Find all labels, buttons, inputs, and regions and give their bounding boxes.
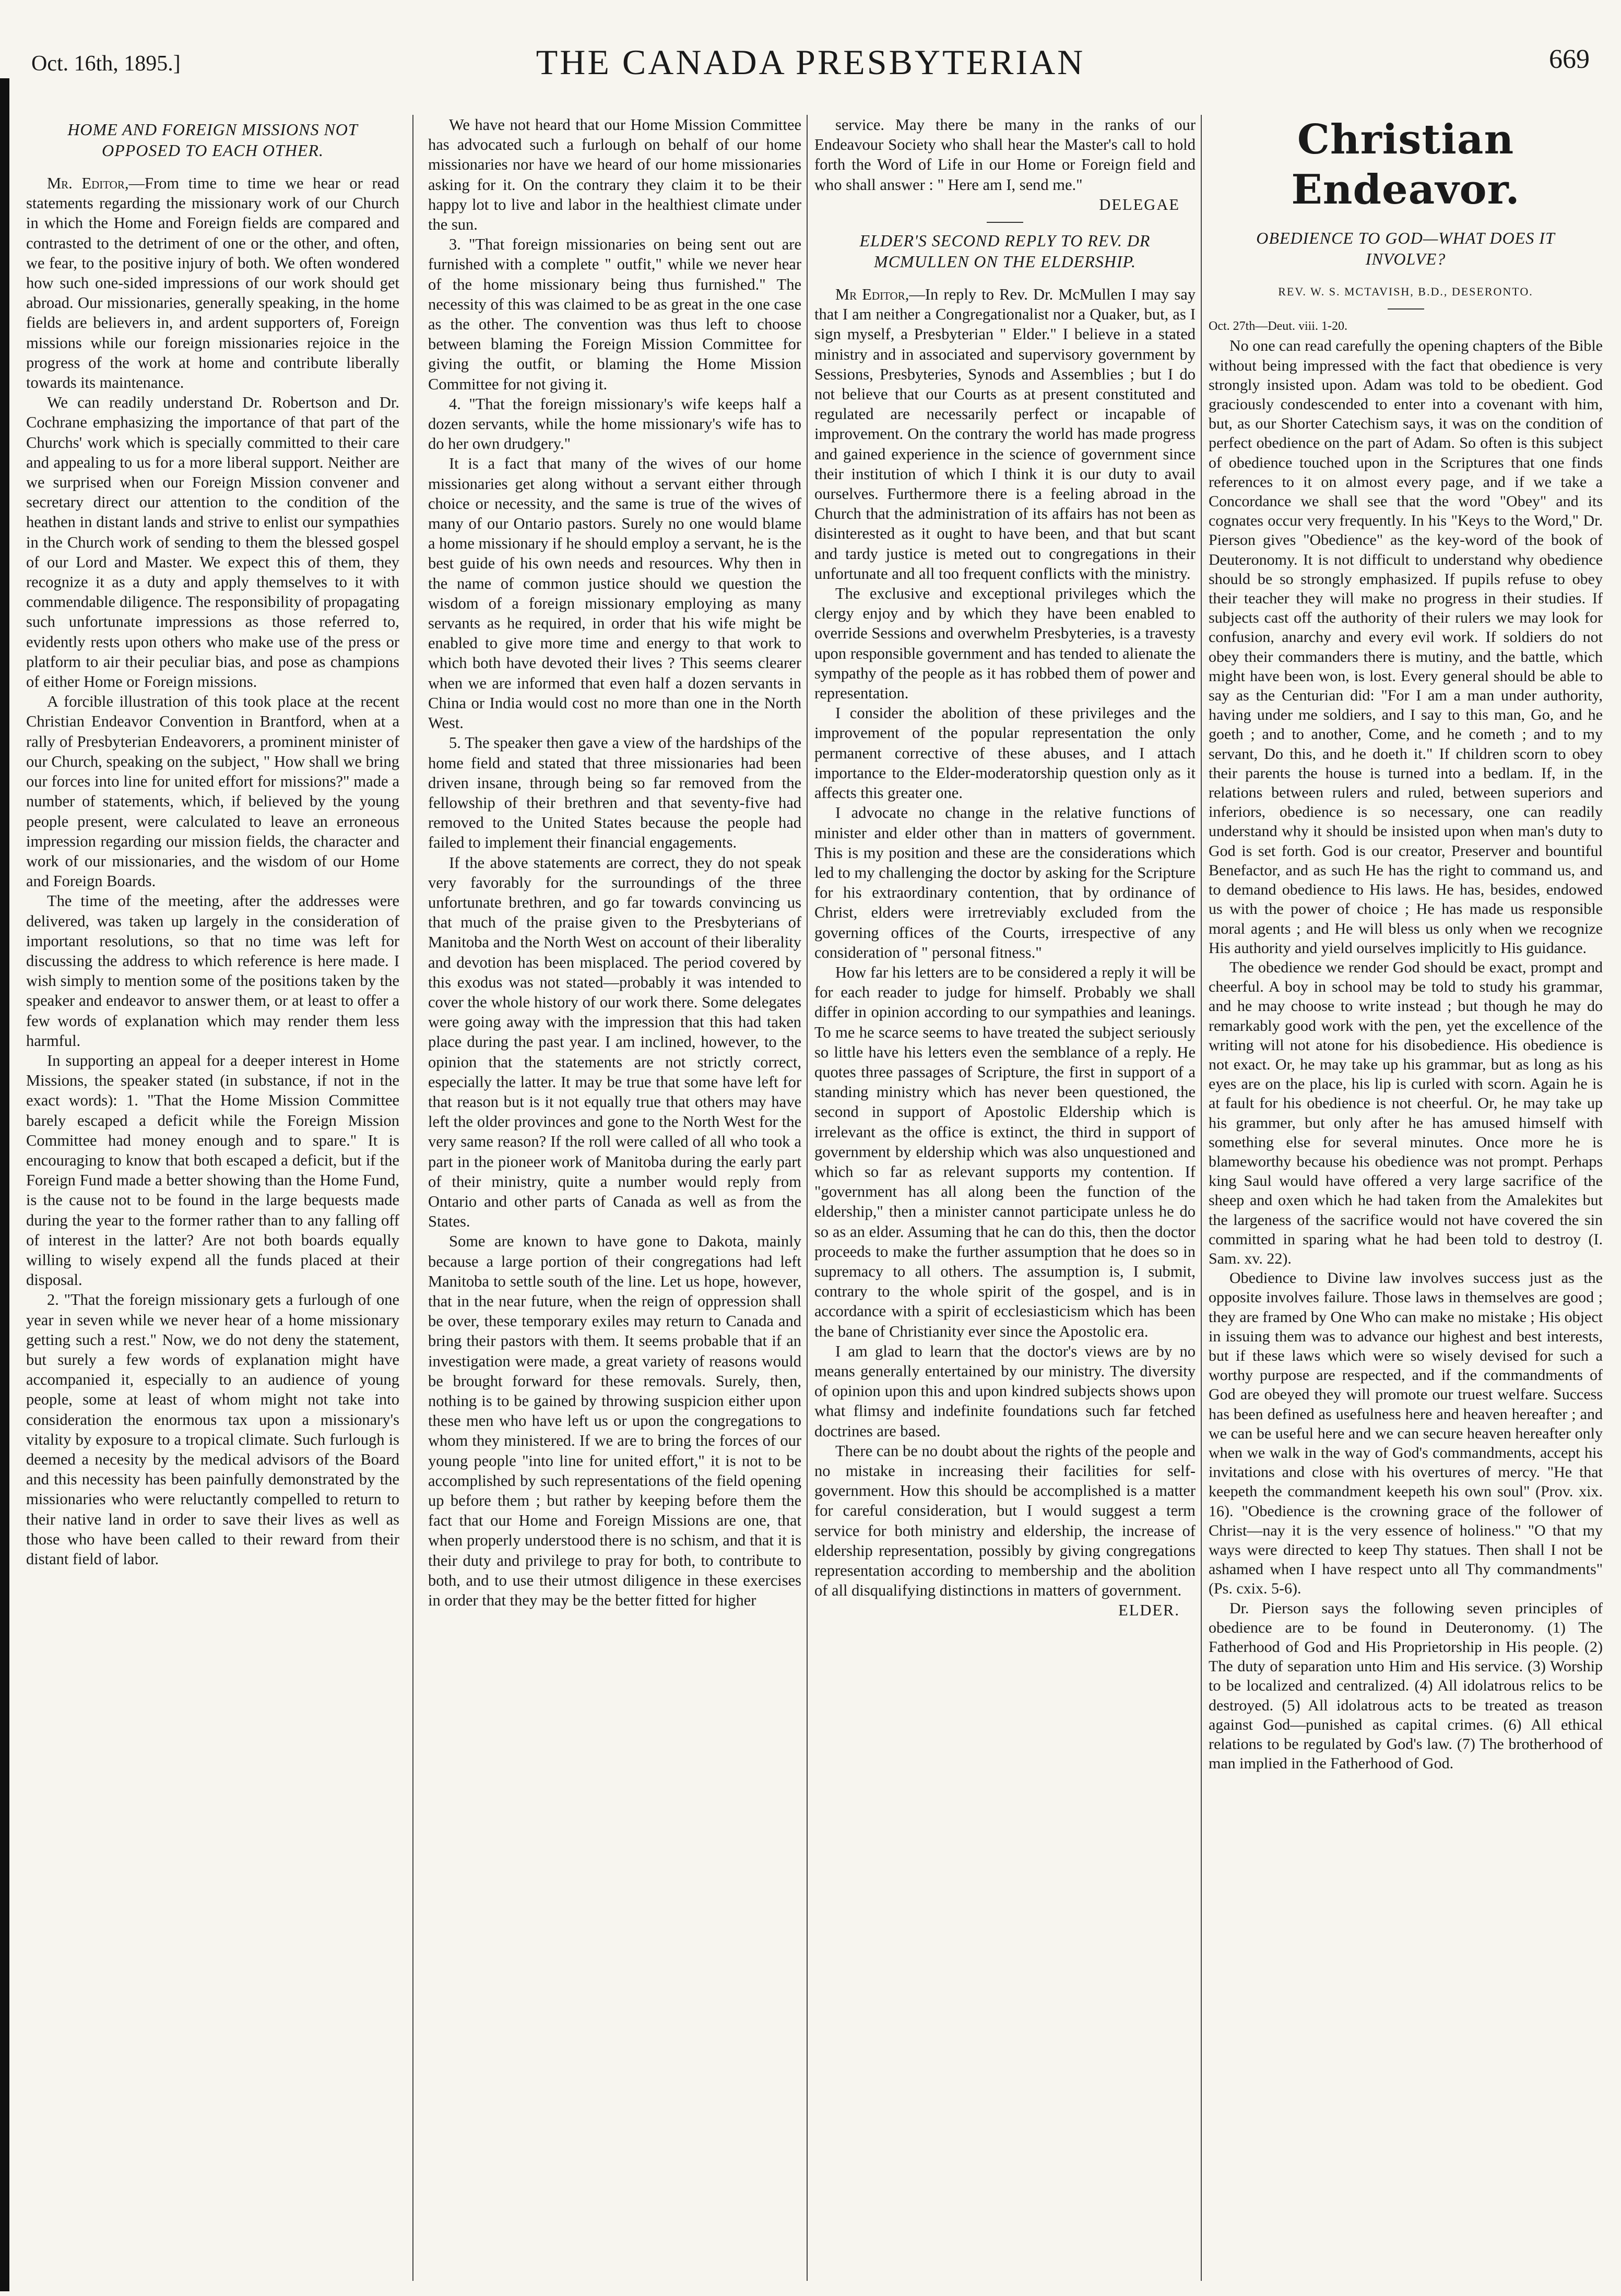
article-paragraph: 2. "That the foreign missionary gets a furlough of one year in seven while we never hear of a home missionary getting such a rest." Now, we do not deny the statement, but surely a few words of explanation might have accompanied it, especially to an audience of young people, some at least of whom might not take into consideration the enormous tax upon a missionary's vitality by exposure to a tropical climate. Such furlough is deemed a necesity by the medical advisors of the Board and this necessity has been painfully demonstrated by the missionaries who were reluctantly compelled to return to their native land in order to save their lives as well as those who have been called to their reward from their distant field of labor. [26,1291,399,1568]
page-number: 669 [1549,44,1590,74]
signature: ELDER. [1118,1601,1180,1620]
divider [987,222,1023,223]
article-paragraph: It is a fact that many of the wives of our home missionaries get along without a servant either through choice or necessity, and the same is true of the wives of many of our Ontario pastors. Surely no one would blame a home missionary if he should employ a servant, he is the best guide of his own needs and resources. Why then in the name of common justice should we question the wisdom of a foreign missionary employing as many servants as he required, in order that his wife might be enabled to give more time and energy to that work to which both have devoted their lives ? This seems clearer when we are informed that even half a dozen servants in China or India would cost no more than one in the North West. [428,455,801,732]
article-paragraph: The time of the meeting, after the addresses were delivered, was taken up largely in the consideration of important resolutions, so that no time was left for discussing the address to which reference is here made. I wish simply to mention some of the positions taken by the speaker and endeavor to answer them, or at least to offer a few words of explanation which may render them less harmful. [26,892,399,1050]
column-1 [26,115,399,2281]
column-rule [412,115,413,2281]
article-paragraph: There can be no doubt about the rights of the people and no mistake in increasing their facilities for self-government. How this should be accomplished is a matter for careful consideration, but I would suggest a term service for both ministry and eldership, the increase of eldership representation, possibly by giving congregations representation according to membership and the abolition of all disqualifying distinctions in matters of government. [814,1442,1196,1600]
column-2 [428,115,801,2281]
salutation: Mr. Editor, [47,174,129,192]
page-header [31,42,1590,99]
column-4 [1209,115,1603,2281]
article-paragraph: I consider the abolition of these privileges and the improvement of the popular representation the only permanent corrective of these abuses, and I attach importance to the Elder-moderatorship question only as it affects this greater one. [814,704,1196,802]
article-paragraph: Obedience to Divine law involves success just as the opposite involves failure. Those laws in themselves are good ; they are framed by One Who can make no mistake ; His object in issuing them was to advance our highest and best interests, but if these laws which were so wisely devised for such a worthy purpose are respected, and if the commandments of God are obeyed they will promote our truest welfare. Success has been defined as usefulness here and heaven hereafter ; and we can be useful here and we can secure heaven hereafter only when we walk in the way of God's commandments, accept his invitations and close with his overtures of mercy. "He that keepeth the commandment keepeth his own soul" (Prov. xix. 16). "Obedience is the crowning grace of the follower of Christ—nay it is the very essence of holiness." "O that my ways were directed to keep Thy statues. Then shall I not be ashamed when I have respect unto all Thy commandments" (Ps. cxix. 5-6). [1209,1269,1603,1598]
article-paragraph: Mr Editor,—In reply to Rev. Dr. McMullen I may say that I am neither a Congregationalist nor a Quaker, but, as I sign myself, a Presbyterian " Elder." I believe in a stated ministry and in associated and supervisory government by Sessions, Presbyteries, Synods and Assemblies ; but I do not believe that our Courts as at present constituted and regulated are necessarily perfect or incapable of improvement. On the contrary the world has made progress and gained experience in the science of government since their institution of which I think it is our duty to avail ourselves. Furthermore there is a feeling abroad in the Church that the administration of its affairs has not been as disinterested as it ought to have been, and that but scant and tardy justice is meted out to congregations in their unfortunate and all too frequent conflicts with the ministry. [814,285,1196,582]
signature: DELEGAE [1099,195,1180,213]
column-rule [807,115,808,2281]
article-title: HOME AND FOREIGN MISSIONS NOT OPPOSED TO EACH OTHER. [67,120,358,160]
salutation: Mr Editor, [835,285,909,304]
article-paragraph: I advocate no change in the relative functions of minister and elder other than in matters of government. This is my position and these are the considerations which led to my challenging the doctor by asking for the Scripture for his extraordinary contention, that by ordinance of Christ, elders were irretreviably excluded from the governing offices of the Courts, irrespective of any consideration of " personal fitness." [814,804,1196,961]
article-paragraph: Mr. Editor,—From time to time we hear or read statements regarding the missionary work of our Church in which the Home and Foreign fields are compared and contrasted to the detriment of one or the other, and often, we fear, to the positive injury of both. We often wondered how such one-sided impressions of our work should get abroad. Our missionaries, generally speaking, in the home fields are believers in, and ardent supporters of, Foreign missions while our foreign missionaries rejoice in the progress of the work at home and contribute liberally towards its maintenance. [26,174,399,392]
article-paragraph: 3. "That foreign missionaries on being sent out are furnished with a complete " outfit," while we never hear of the home missionary being thus furnished." The necessity of this was claimed to be as great in the one case as the other. The convention was thus left to choose between blaming the Foreign Mission Committee for giving the outfit, or blaming the Home Mission Committee for not giving it. [428,235,801,393]
column-3 [814,115,1196,2281]
article-paragraph: I am glad to learn that the doctor's views are by no means generally entertained by our ministry. The diversity of opinion upon this and upon kindred subjects shows upon what flimsy and indefinite foundations such far fetched doctrines are based. [814,1342,1196,1440]
article-paragraph: service. May there be many in the ranks of our Endeavour Society who shall hear the Master's call to hold forth the Word of Life in our Home or Foreign field and who shall answer : " Here am I, send me." [814,116,1196,194]
article-paragraph: A forcible illustration of this took place at the recent Christian Endeavor Convention in Brantford, when at a rally of Presbyterian Endeavorers, a prominent minister of our Church, speaking on the subject, " How shall we bring our forces into line for united effort for missions?" made a number of statements, which, if believed by the young people present, were calculated to leave an erroneous impression regarding our mission fields, the character and work of our missionaries, and the wisdom of our Home and Foreign Boards. [26,693,399,890]
article-paragraph: The obedience we render God should be exact, prompt and cheerful. A boy in school may be told to study his grammar, and he may choose to write instead ; but though he may do remarkably good work with the pen, yet the excellence of the writing will not atone for his disobedience. His obedience is not exact. Or, he may take up his grammar, but as long as his eyes are on the place, his lip is curled with scorn. Again he is at fault for his obedience is not cheerful. Or, he may take up his grammer, but only after he has amused himself with something else for several minutes. Once more he is blameworthy because his obedience was not prompt. Perhaps king Saul would have offered a very large sacrifice of the sheep and oxen which he had taken from the Amalekites but the largeness of the sacrifice would not have covered the sin committed in sparing what he had been told to destroy (I. Sam. xv. 22). [1209,958,1603,1267]
issue-date: Oct. 16th, 1895.] [31,52,181,76]
article-paragraph: The exclusive and exceptional privileges which the clergy enjoy and by which they have been enabled to override Sessions and overwhelm Presbyteries, is a travesty upon responsible government and has tended to alienate the sympathy of the people as it has robbed them of power and representation. [814,585,1196,703]
article-paragraph: If the above statements are correct, they do not speak very favorably for the surroundings of the three unfortunate brethren, and go far towards convincing us that much of the praise given to the Presbyterians of Manitoba and the North West on account of their liberality and devotion has been misplaced. The period covered by this exodus was not stated—probably it was intended to cover the whole history of our work there. Some delegates were going away with the impression that this had taken place during the past year. I am inclined, however, to the opinion that the statements are not strictly correct, especially the latter. It may be true that some have left for that reason but is it not equally true that others may have left the older provinces and gone to the North West for the very same reason? If the roll were called of all who took a part in the pioneer work of Manitoba during the early part of their ministry, quite a number would reply from Ontario and other parts of Canada as well as from the States. [428,853,801,1231]
newspaper-title: THE CANADA PRESBYTERIAN [536,42,1085,82]
article-paragraph: We can readily understand Dr. Robertson and Dr. Cochrane emphasizing the importance of that part of the Churchs' work which is specially committed to their care and appealing to us for a more liberal support. Neither are we surprised when our Foreign Mission convener and secretary direct our attention to the condition of the heathen in distant lands and strive to enlist our sympathies in the Church work of sending to them the blessed gospel of our Lord and Master. We expect this of them, they recognize it as a duty and apply themselves to it with commendable diligence. The responsibility of propagating such unfortunate impressions as those referred to, evidently rests upon others who make use of the press or platform to air their peculiar bias, and pose as champions of either Home or Foreign missions. [26,394,399,691]
article-paragraph: How far his letters are to be considered a reply it will be for each reader to judge for himself. Probably we shall differ in opinion according to our sympathies and leanings. To me he scarce seems to have treated the subject seriously so little have his letters even the semblance of a reply. He quotes three passages of Scripture, the first in support of a standing ministry which has never been questioned, the second in support of Apostolic Eldership which is irrelevant as the office is extinct, the third in support of government by eldership which was also unquestioned and which so far as relevant supports my contention. If "government has all along been the function of the eldership," then a minister cannot participate unless he do so as an elder. Assuming that he can do this, then the doctor proceeds to make the further assumption that he does so in supremacy to all others. The assumption is, I submit, contrary to the whole spirit of the gospel, and is in accordance with a spirit of ecclesiasticism which has been the bane of Christianity ever since the Apostolic era. [814,963,1196,1340]
divider [1388,308,1424,310]
article-paragraph: 5. The speaker then gave a view of the hardships of the home field and stated that three missionaries had been driven insane, through being so far removed from the fellowship of their brethren and that seventy-five had removed to the United States because the people had failed to implement their financial engagements. [428,734,801,852]
article-paragraph: We have not heard that our Home Mission Committee has advocated such a furlough on behalf of our home missionaries nor have we heard of our home missionaries asking for it. On the contrary they claim it to be their happy lot to live and labor in the healthiest climate under the sun. [428,116,801,234]
scripture-reference: Oct. 27th—Deut. viii. 1-20. [1209,319,1347,334]
article-paragraph: No one can read carefully the opening chapters of the Bible without being impressed with the fact that obedience is very strongly insisted upon. Adam was told to be obedient. God graciously condescended to enter into a covenant with him, but, as our Shorter Catechism says, it was on the condition of perfect obedience on the part of Adam. So often is this subject of obedience touched upon in the Scriptures that one finds references to it on almost every page, and if we take a Concordance we shall see that the word "Obey" and its cognates occur very frequently. In his "Keys to the Word," Dr. Pierson gives "Obedience" as the key-word of the book of Deuteronomy. It is not difficult to understand why obedience should be so strongly emphasized. If pupils refuse to obey their teacher they will make no progress in their studies. If subjects cast off the authority of their rulers we may look for confusion, anarchy and every evil work. If soldiers do not obey their commanders there is mutiny, and the battle, which might have been won, is lost. Every general should be able to say as the Centurian did: "For I am a man under authority, having under me soldiers, and I say to this man, Go, and he goeth ; and to another, Come, and he cometh ; and to my servant, Do this, and he doeth it." If children scorn to obey their parents the house is turned into a bedlam. If, in the relations between rulers and ruled, between superiors and inferiors, obedience is so necessary, one can readily understand why it should be insisted upon when man's duty to God is set forth. God is our creator, Preserver and bountiful Benefactor, and as such He has the right to command us, and to demand obedience to His laws. He has, besides, endowed us with the power of choice ; He has made us responsible moral agents ; and He will bless us only when we recognize His authority and yield ourselves implicitly to His guidance. [1209,337,1603,957]
section-heading: Christian Endeavor. [1291,116,1520,213]
article-title: ELDER'S SECOND REPLY TO REV. DR MCMULLEN ON THE ELDERSHIP. [859,231,1151,271]
margin-bar [0,78,9,2291]
article-title: OBEDIENCE TO GOD—WHAT DOES IT INVOLVE? [1256,229,1555,268]
article-paragraph: Some are known to have gone to Dakota, mainly because a large portion of their congregations had left Manitoba to settle south of the line. Let us hope, however, that in the near future, when the reign of oppression shall be over, these temporary exiles may return to Canada and bring their pastors with them. It seems probable that if an investigation were made, a great variety of reasons would be brought forward for these removals. Surely, then, nothing is to be gained by throwing suspicion either upon these men who have left us or upon the congregations to whom they ministered. If we are to bring the forces of our young people "into line for united effort," it is not to be accomplished by such representations of the field opening up before them ; but rather by keeping before them the fact that our Home and Foreign Missions are one, that when properly understood there is no schism, and that it is their duty and privilege to pray for both, to contribute to both, and to use their utmost diligence in these exercises in order that they may be the better fitted for higher [428,1232,801,1610]
article-paragraph: Dr. Pierson says the following seven principles of obedience are to be found in Deuteronomy. (1) The Fatherhood of God and His Proprietorship in His people. (2) The duty of separation unto Him and His service. (3) Worship to be localized and centralized. (4) All idolatrous relics to be destroyed. (5) All idolatrous acts to be treated as treason against God—punished as capital crimes. (6) All ethical relations to be regulated by God's law. (7) The brotherhood of man implied in the Fatherhood of God. [1209,1599,1603,1772]
byline: REV. W. S. MCTAVISH, B.D., DESERONTO. [1278,285,1533,298]
article-paragraph: 4. "That the foreign missionary's wife keeps half a dozen servants, while the home missionary's wife has to do her own drudgery." [428,395,801,453]
article-paragraph: In supporting an appeal for a deeper interest in Home Missions, the speaker stated (in substance, if not in the exact words): 1. "That the Home Mission Committee barely escaped a deficit while the Foreign Mission Committee had money enough and to spare." It is encouraging to know that both escaped a deficit, but if the Foreign Fund made a better showing than the Home Fund, is the cause not to be found in the large bequests made during the year to the former rather than to any falling off of interest in the latter? Are not both boards equally willing to wisely expend all the funds placed at their disposal. [26,1051,399,1289]
column-rule [1201,115,1202,2281]
